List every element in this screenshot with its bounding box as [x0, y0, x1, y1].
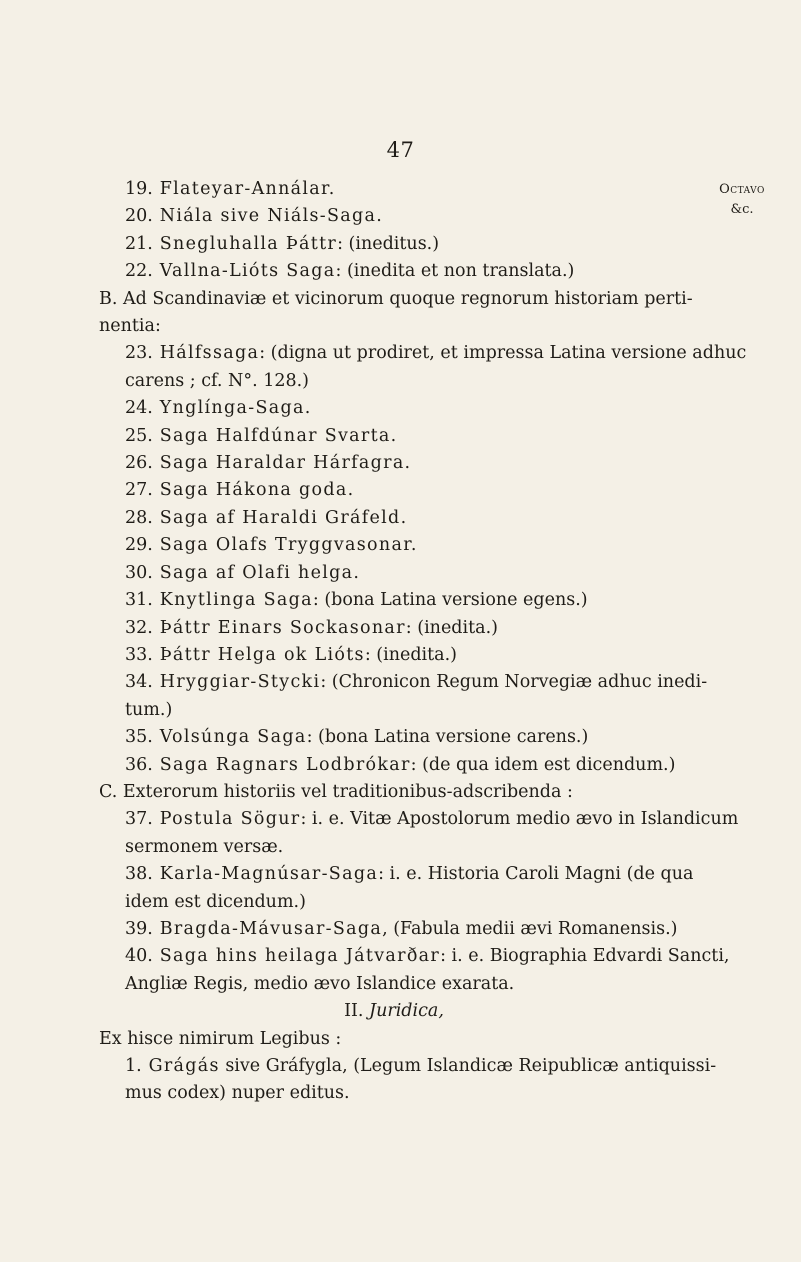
- item-number: 27.: [125, 480, 153, 501]
- item-number: 20.: [125, 206, 153, 227]
- item-title: Snegluhalla Þáttr: [152, 233, 338, 254]
- item-text: : i. e. Biographia Edvardi Sancti,: [440, 946, 730, 967]
- item-title: Karla-Magnúsar-Saga: [152, 864, 379, 885]
- item-text: : (bona Latina versione carens.): [306, 727, 589, 748]
- item-text: idem est dicendum.): [125, 891, 306, 912]
- item-number: 21.: [125, 233, 153, 254]
- item-text: : (inedita.): [364, 644, 458, 665]
- text-line: [99, 203, 689, 230]
- item-number: 38.: [125, 864, 153, 885]
- text-line: [99, 313, 689, 340]
- text-line: [99, 724, 689, 751]
- item-text: : (de qua idem est dicendum.): [410, 754, 676, 775]
- item-text: nentia:: [99, 316, 161, 337]
- item-number: 31.: [125, 590, 153, 611]
- text-line: [99, 505, 689, 532]
- item-text: B. Ad Scandinaviæ et vicinorum quoque regnorum historiam perti-: [99, 288, 693, 309]
- item-number: 40.: [125, 946, 153, 967]
- page-number: 47: [386, 138, 415, 162]
- item-number: 32.: [125, 617, 153, 638]
- item-title: Saga Ragnars Lodbrókar: [152, 754, 411, 775]
- item-text: sermonem versæ.: [125, 836, 284, 857]
- text-line: [99, 998, 689, 1025]
- item-text: Ex hisce nimirum Legibus :: [99, 1028, 342, 1049]
- item-title: Ynglínga-Saga.: [152, 398, 312, 419]
- text-line: [99, 560, 689, 587]
- item-text: : (ineditus.): [337, 233, 440, 254]
- text-line: [99, 423, 689, 450]
- text-line: [99, 450, 689, 477]
- text-line: [99, 615, 689, 642]
- text-line: [99, 368, 689, 395]
- item-text: : (bona Latina versione egens.): [312, 590, 588, 611]
- item-number: 33.: [125, 644, 153, 665]
- text-line: [99, 1026, 689, 1053]
- item-text: : i. e. Vitæ Apostolorum medio ævo in Islandicum: [300, 809, 739, 830]
- text-line: [99, 286, 693, 313]
- item-text: Angliæ Regis, medio ævo Islandice exarata.: [125, 973, 515, 994]
- text-line: [99, 669, 708, 696]
- item-heading: Juridica,: [363, 1001, 444, 1022]
- item-number: 23.: [125, 343, 153, 364]
- text-line: [99, 971, 689, 998]
- item-text: tum.): [125, 699, 173, 720]
- text-line: [99, 532, 689, 559]
- text-line: [99, 943, 730, 970]
- item-title: Niála sive Niáls-Saga.: [152, 206, 384, 227]
- item-number: 26.: [125, 453, 153, 474]
- item-text: mus codex) nuper editus.: [125, 1083, 350, 1104]
- margin-note-line: Octavo: [719, 182, 765, 197]
- text-line: [99, 587, 689, 614]
- item-number: 1.: [125, 1056, 142, 1076]
- text-line: [99, 1080, 689, 1107]
- text-line: [99, 176, 689, 203]
- text-line: [99, 779, 689, 806]
- item-title: Saga af Olafi helga.: [152, 562, 361, 583]
- text-line: [99, 1053, 717, 1080]
- item-text: : i. e. Historia Caroli Magni (de qua: [378, 864, 694, 885]
- item-title: Saga hins heilaga Játvarðar: [152, 946, 441, 967]
- text-line: [99, 806, 739, 833]
- item-title: Saga Haraldar Hárfagra.: [152, 453, 412, 474]
- margin-note-line: &c.: [730, 202, 754, 217]
- item-number: II.: [344, 1001, 364, 1022]
- item-title: Flateyar-Annálar.: [152, 179, 336, 199]
- item-title: Volsúnga Saga: [152, 727, 307, 748]
- text-line: [99, 752, 689, 779]
- item-title: Þáttr Einars Sockasonar: [152, 617, 406, 638]
- text-line: [99, 916, 689, 943]
- item-title: Saga Olafs Tryggvasonar.: [152, 535, 418, 556]
- item-title: Hálfssaga: [152, 343, 260, 364]
- item-number: 39.: [125, 918, 153, 939]
- item-number: 37.: [125, 809, 153, 830]
- item-text: C. Exterorum historiis vel traditionibus-adscribenda :: [99, 781, 573, 802]
- item-text: : (inedita et non translata.): [335, 261, 575, 282]
- text-line: [99, 861, 694, 888]
- text-line: [99, 889, 689, 916]
- item-number: 22.: [125, 261, 153, 282]
- text-line: [99, 834, 689, 861]
- text-line: [99, 340, 747, 367]
- text-line: [99, 477, 689, 504]
- item-text: carens ; cf. N°. 128.): [125, 370, 309, 391]
- item-title: Þáttr Helga ok Lióts: [152, 644, 365, 665]
- item-text: sive Gráfygla, (Legum Islandicæ Reipublicæ antiquissi-: [219, 1056, 717, 1076]
- item-title: Vallna-Lióts Saga: [152, 261, 336, 282]
- item-title: Knytlinga Saga: [152, 590, 313, 611]
- item-number: 30.: [125, 562, 153, 583]
- item-title: Bragda-Mávusar-Saga: [152, 918, 383, 939]
- margin-note: [702, 180, 782, 220]
- item-number: 36.: [125, 754, 153, 775]
- item-title: Saga af Haraldi Gráfeld.: [152, 507, 408, 528]
- item-number: 24.: [125, 398, 153, 419]
- item-title: Hryggiar-Stycki: [152, 672, 321, 693]
- text-line: [99, 395, 689, 422]
- text-line: [99, 258, 689, 285]
- item-number: 34.: [125, 672, 153, 693]
- text-line: [99, 642, 689, 669]
- item-number: 29.: [125, 535, 153, 556]
- item-title: Grágás: [141, 1056, 220, 1076]
- item-text: : (Chronicon Regum Norvegiæ adhuc inedi-: [320, 672, 708, 693]
- item-number: 28.: [125, 507, 153, 528]
- text-line: [99, 231, 689, 258]
- item-title: Saga Halfdúnar Svarta.: [152, 425, 398, 446]
- item-title: Saga Hákona goda.: [152, 480, 355, 501]
- item-text: , (Fabula medii ævi Romanensis.): [382, 918, 678, 939]
- item-text: : (inedita.): [405, 617, 498, 638]
- item-number: 35.: [125, 727, 153, 748]
- item-number: 19.: [125, 179, 153, 199]
- item-title: Postula Sögur: [152, 809, 301, 830]
- item-text: : (digna ut prodiret, et impressa Latina versione adhuc: [259, 343, 747, 364]
- text-line: [99, 697, 689, 724]
- item-number: 25.: [125, 425, 153, 446]
